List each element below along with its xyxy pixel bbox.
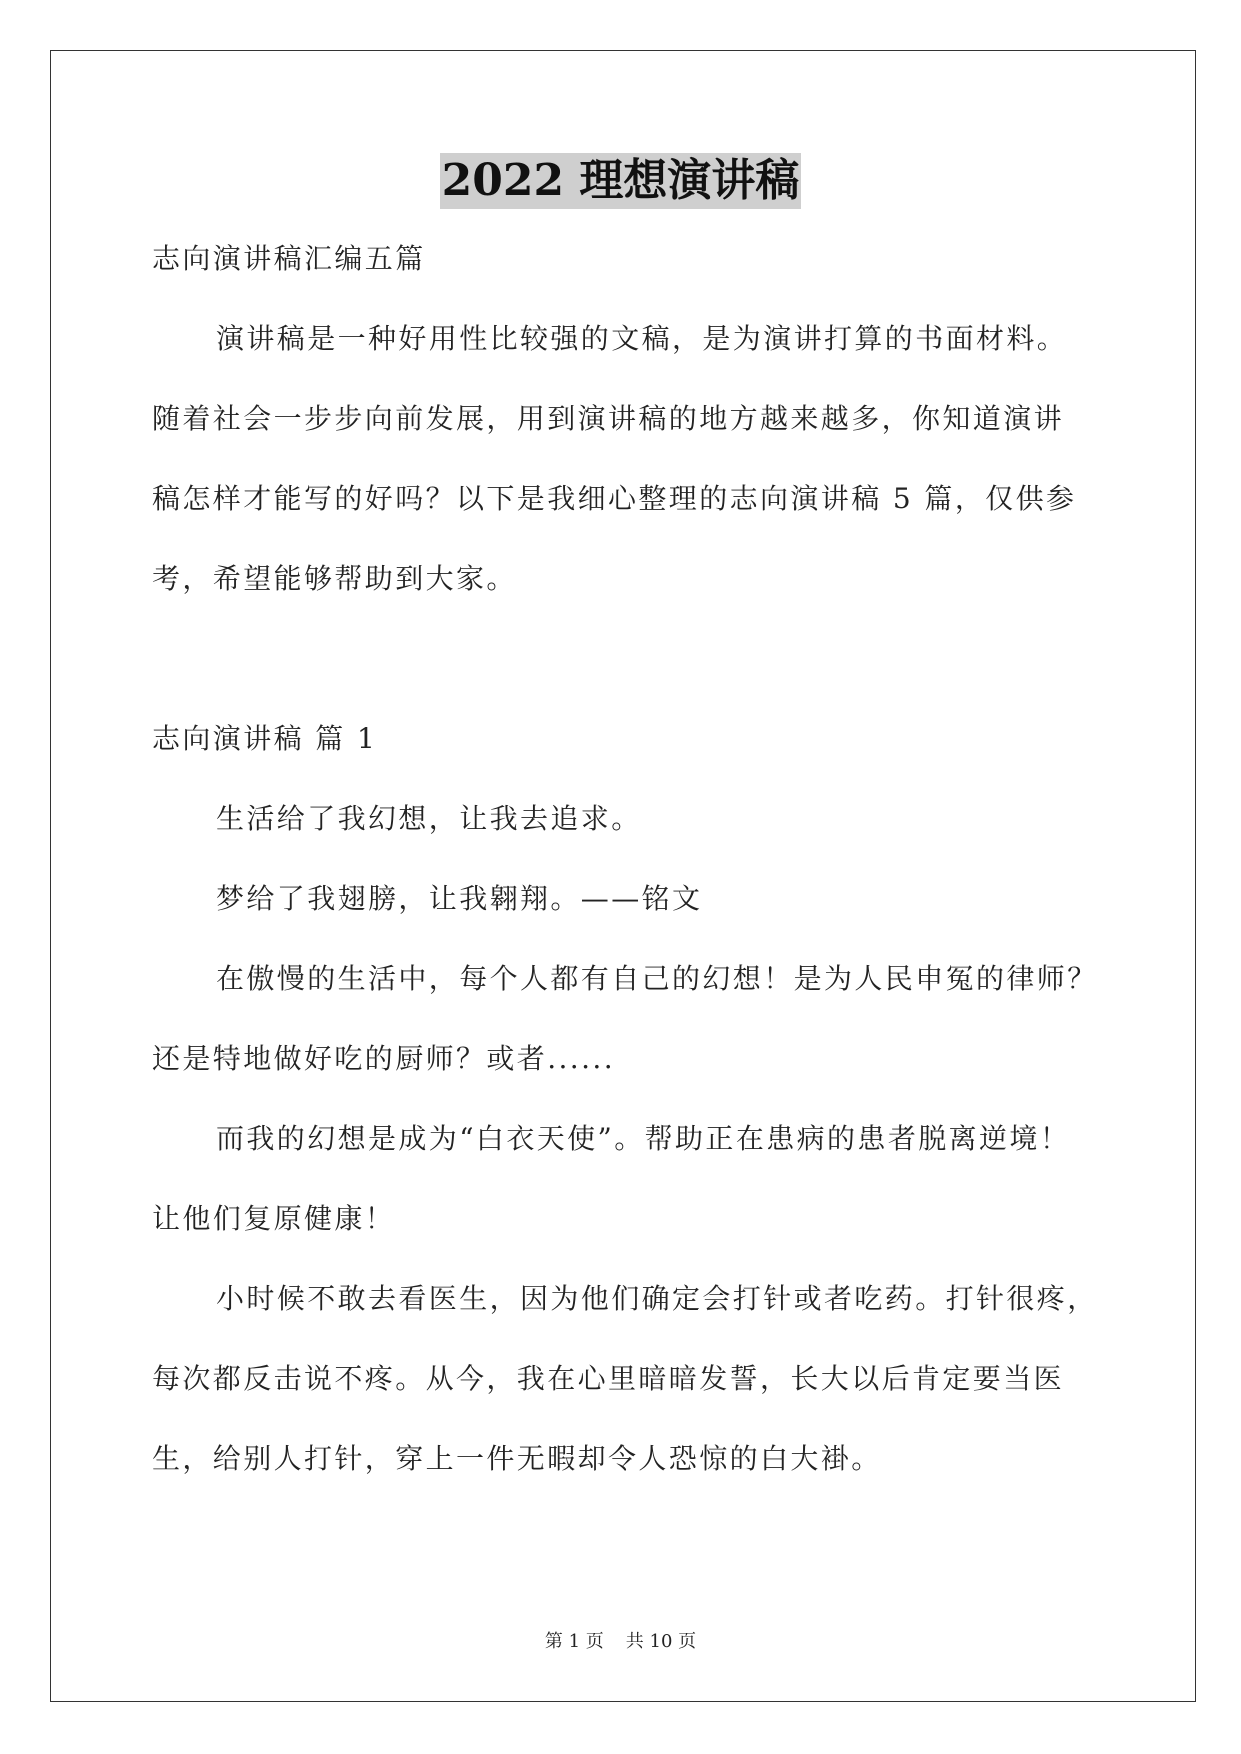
paragraph-line: 生，给别人打针，穿上一件无暇却令人恐惊的白大褂。 <box>152 1442 882 1475</box>
paragraph-line: 随着社会一步步向前发展，用到演讲稿的地方越来越多，你知道演讲 <box>152 402 1065 435</box>
paragraph-line: 生活给了我幻想，让我去追求。 <box>216 802 642 835</box>
page-footer <box>0 1630 1241 1654</box>
document-title: 2022 理想演讲稿 <box>440 153 802 209</box>
paragraph-line: 而我的幻想是成为“白衣天使”。帮助正在患病的患者脱离逆境！ <box>216 1122 1071 1155</box>
blank-line <box>152 634 1097 714</box>
section-heading: 志向演讲稿 篇 1 <box>152 722 378 755</box>
paragraph-line: 还是特地做好吃的厨师？或者...... <box>152 1042 616 1075</box>
paragraph-line: 考，希望能够帮助到大家。 <box>152 562 517 595</box>
paragraph-line: 演讲稿是一种好用性比较强的文稿，是为演讲打算的书面材料。 <box>216 322 1068 355</box>
page-number: 第 1 页 <box>544 1631 604 1652</box>
paragraph-line: 让他们复原健康！ <box>152 1202 396 1235</box>
document-body <box>152 234 1097 1514</box>
paragraph-line: 梦给了我翅膀，让我翱翔。——铭文 <box>216 882 703 915</box>
paragraph-line: 稿怎样才能写的好吗？以下是我细心整理的志向演讲稿 5 篇，仅供参 <box>152 482 1077 515</box>
paragraph-line: 每次都反击说不疼。从今，我在心里暗暗发誓，长大以后肯定要当医 <box>152 1362 1065 1395</box>
section-heading: 志向演讲稿汇编五篇 <box>152 242 426 275</box>
paragraph-line: 小时候不敢去看医生，因为他们确定会打针或者吃药。打针很疼， <box>216 1282 1098 1315</box>
title-wrap <box>0 153 1241 209</box>
paragraph-line: 在傲慢的生活中，每个人都有自己的幻想！是为人民申冤的律师？ <box>216 962 1098 995</box>
page-total: 共 10 页 <box>625 1631 697 1652</box>
